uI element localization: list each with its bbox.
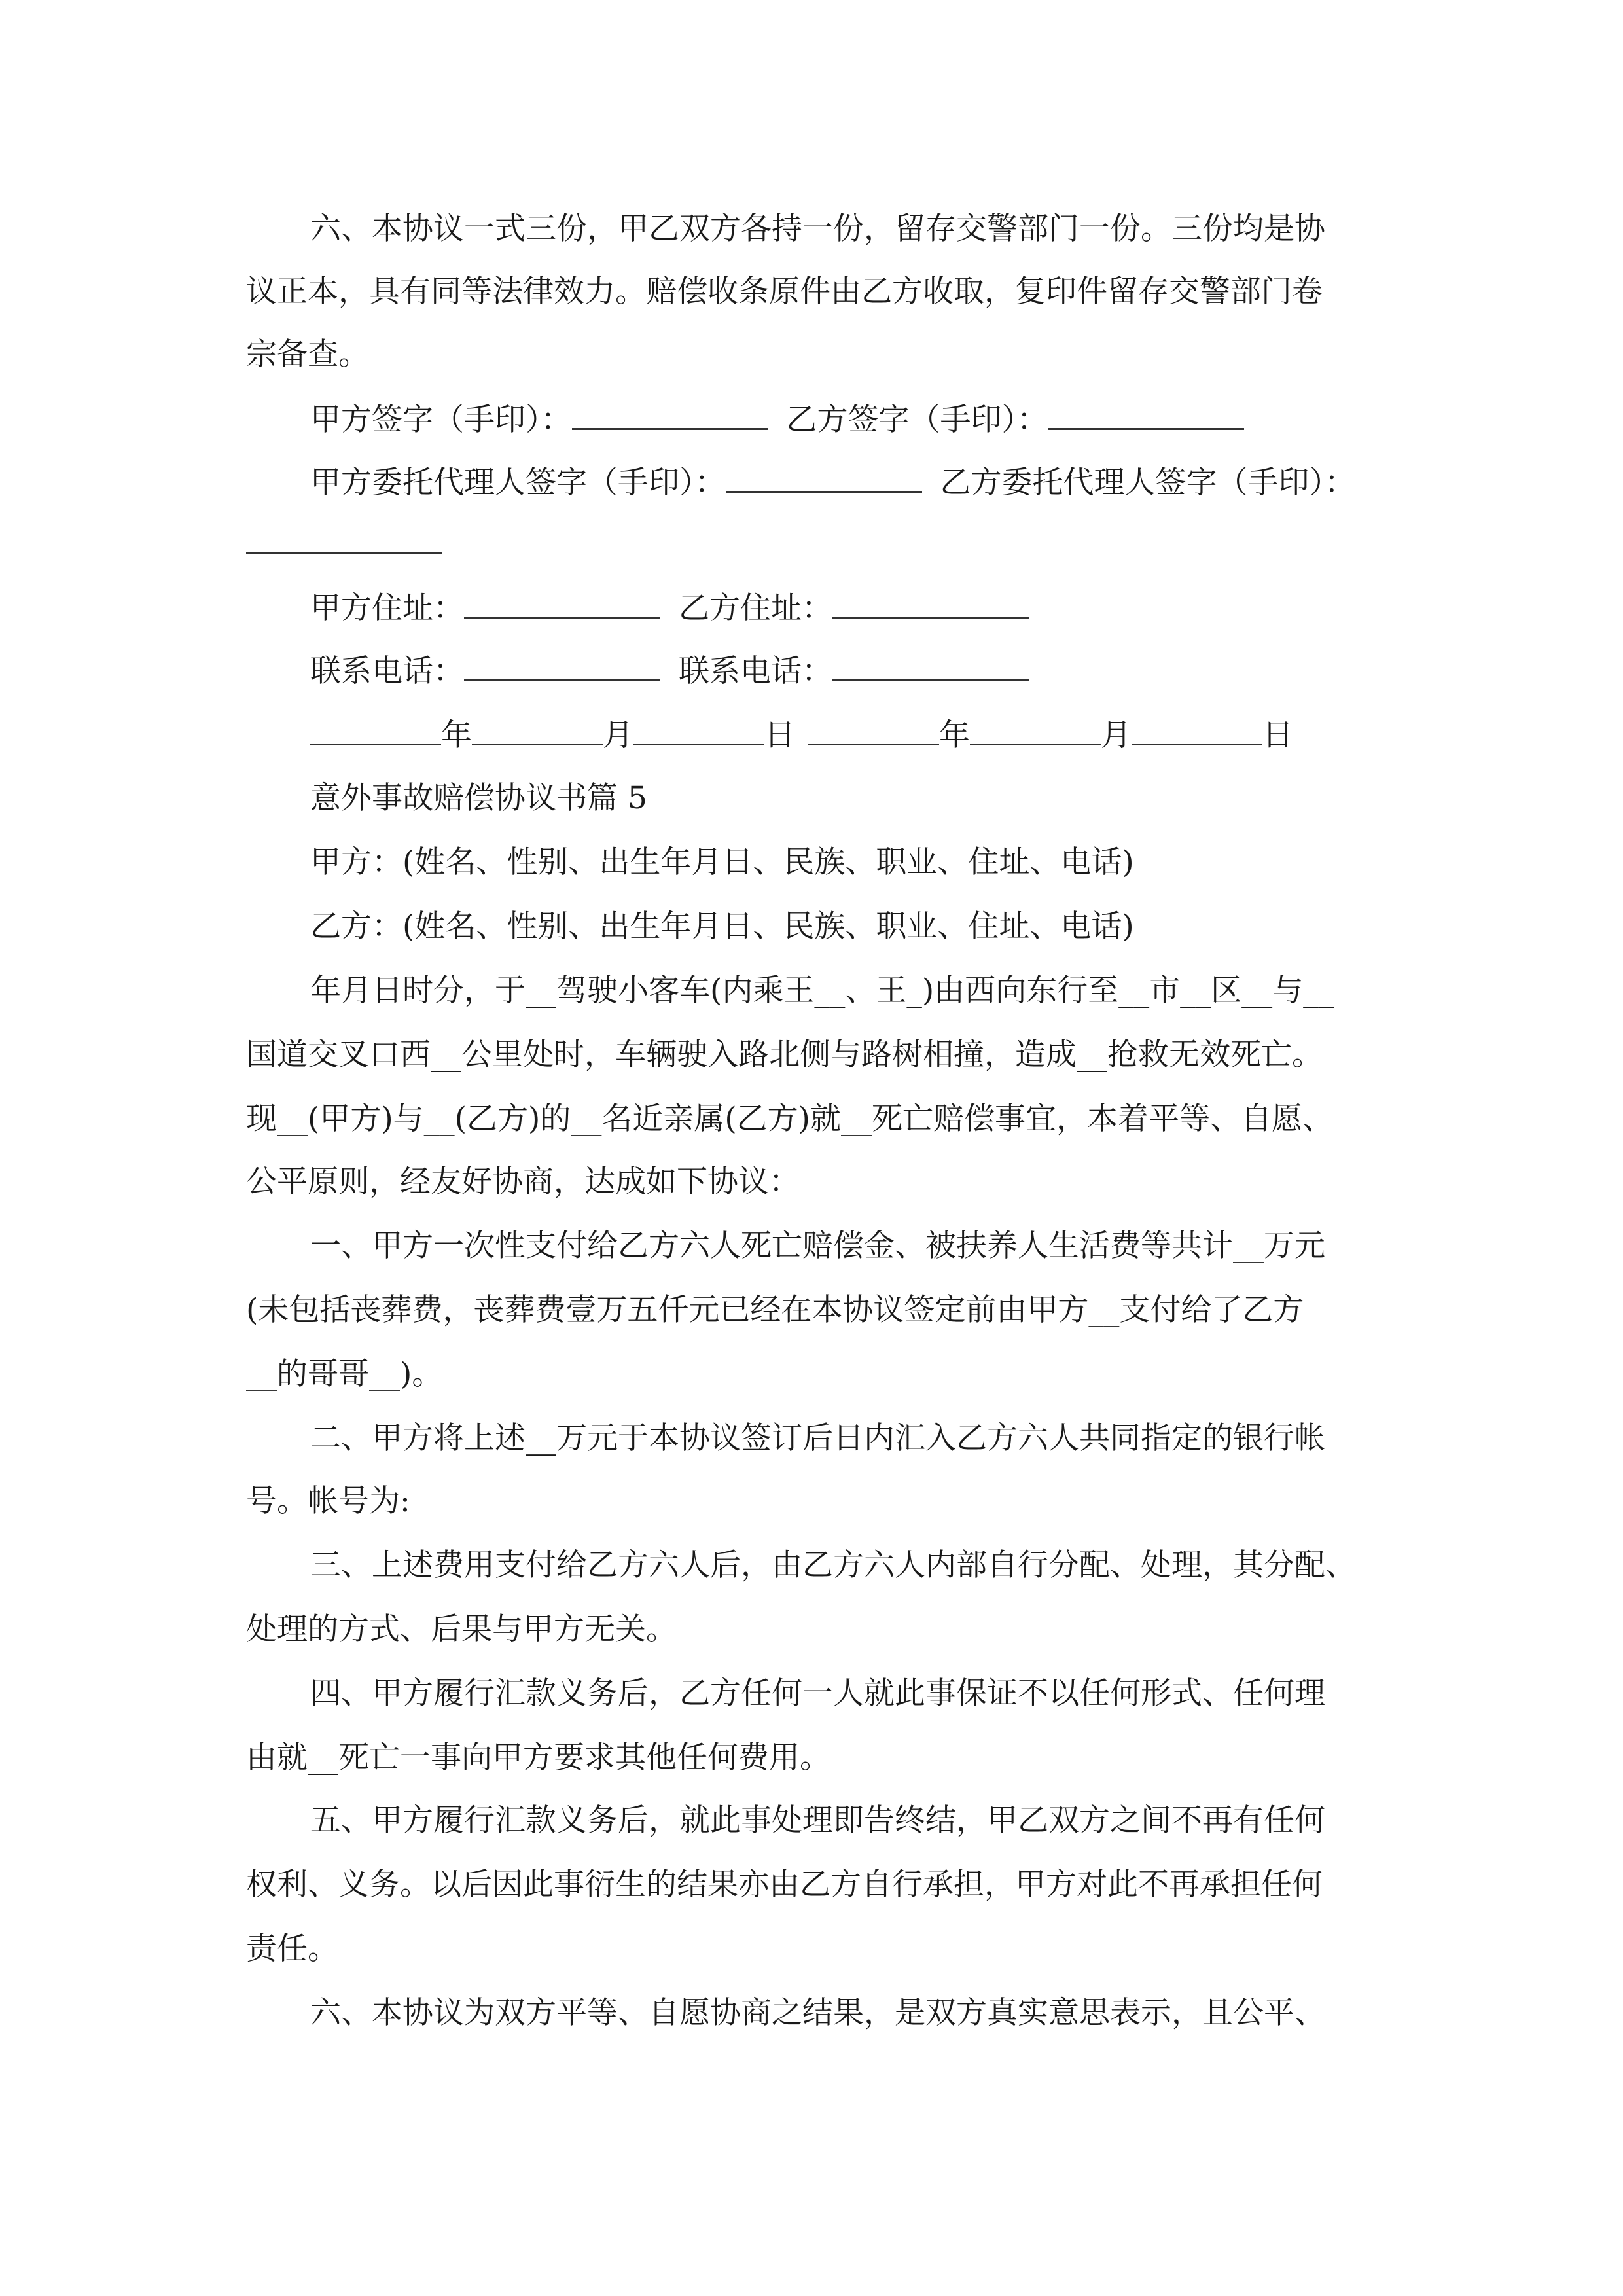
party-a-line: 甲方：(姓名、性别、出生年月日、民族、职业、住址、电话) [310,844,1134,880]
party-b-agent-sign-line [246,524,442,554]
party-b-address-line [832,588,1029,619]
clause-two-line: 号。帐号为: [246,1483,410,1519]
body-line: 国道交叉口西__公里处时，车辆驶入路北侧与路树相撞，造成__抢救无效死亡。 [246,1037,1323,1073]
party-b-sign-label: 乙方签字（手印）： [786,402,1048,438]
clause-five-line: 权利、义务。以后因此事衍生的结果亦由乙方自行承担，甲方对此不再承担任何 [246,1867,1323,1903]
agent-signature-row-cont [246,524,442,563]
body-line: 年月日时分，于__驾驶小客车(内乘王__、王_)由西向东行至__市__区__与__ [310,973,1334,1009]
date-b-day-label: 日 [1262,717,1293,753]
clause-one-line: 一、甲方一次性支付给乙方六人死亡赔偿金、被扶养人生活费等共计__万元 [310,1228,1325,1264]
party-a-sign-label: 甲方签字（手印）： [310,402,572,438]
party-b-address-label: 乙方住址： [679,590,832,626]
agent-signature-row [310,462,1355,501]
clause-four-line: 四、甲方履行汇款义务后，乙方任何一人就此事保证不以任何形式、任何理 [310,1676,1325,1712]
date-a-month-line [472,715,603,745]
party-a-phone-label: 联系电话： [310,653,464,689]
date-b-year-line [808,715,939,745]
party-a-address-line [464,588,660,619]
clause-four-line: 由就__死亡一事向甲方要求其他任何费用。 [246,1740,830,1776]
body-line: 公平原则，经友好协商，达成如下协议： [246,1164,800,1200]
clause-three-line: 处理的方式、后果与甲方无关。 [246,1611,677,1647]
clause-five-line: 责任。 [246,1931,338,1967]
clause-one-line: (未包括丧葬费，丧葬费壹万五仟元已经在本协议签定前由甲方__支付给了乙方 [246,1292,1304,1328]
clause-six-line-1: 六、本协议一式三份，甲乙双方各持一份，留存交警部门一份。三份均是协 [310,211,1325,247]
date-a-day-line [633,715,764,745]
party-a-address-label: 甲方住址： [310,590,464,626]
clause-one-line: __的哥哥__)。 [246,1356,443,1392]
party-b-sign-line [1048,399,1244,430]
clause-three-line: 三、上述费用支付给乙方六人后，由乙方六人内部自行分配、处理，其分配、 [310,1547,1356,1583]
date-row [310,715,1293,754]
body-line: 现__(甲方)与__(乙方)的__名近亲属(乙方)就__死亡赔偿事宜，本着平等、自愿、 [246,1101,1334,1137]
date-a-day-label: 日 [764,717,795,753]
party-b-line: 乙方：(姓名、性别、出生年月日、民族、职业、住址、电话) [310,908,1134,944]
section-title: 意外事故赔偿协议书篇 5 [310,780,647,816]
date-a-month-label: 月 [603,717,633,753]
clause-six-new-line: 六、本协议为双方平等、自愿协商之结果，是双方真实意思表示，且公平、 [310,1995,1325,2031]
signature-row [310,399,1244,439]
party-b-agent-sign-label: 乙方委托代理人签字（手印）： [940,465,1355,501]
phone-row [310,651,1029,690]
date-b-day-line [1132,715,1262,745]
clause-six-line-3: 宗备查。 [246,336,369,372]
clause-two-line: 二、甲方将上述__万元于本协议签订后日内汇入乙方六人共同指定的银行帐 [310,1420,1325,1456]
date-a-year-label: 年 [441,717,472,753]
party-a-agent-sign-line [726,462,922,493]
clause-five-line: 五、甲方履行汇款义务后，就此事处理即告终结，甲乙双方之间不再有任何 [310,1803,1325,1839]
party-b-phone-label: 联系电话： [679,653,832,689]
party-b-phone-line [832,651,1029,681]
date-b-month-label: 月 [1101,717,1132,753]
date-a-year-line [310,715,441,745]
party-a-agent-sign-label: 甲方委托代理人签字（手印）： [310,465,726,501]
party-a-sign-line [572,399,768,430]
date-b-month-line [970,715,1101,745]
address-row [310,588,1029,627]
clause-six-line-2: 议正本，具有同等法律效力。赔偿收条原件由乙方收取，复印件留存交警部门卷 [246,274,1323,310]
date-b-year-label: 年 [939,717,970,753]
party-a-phone-line [464,651,660,681]
